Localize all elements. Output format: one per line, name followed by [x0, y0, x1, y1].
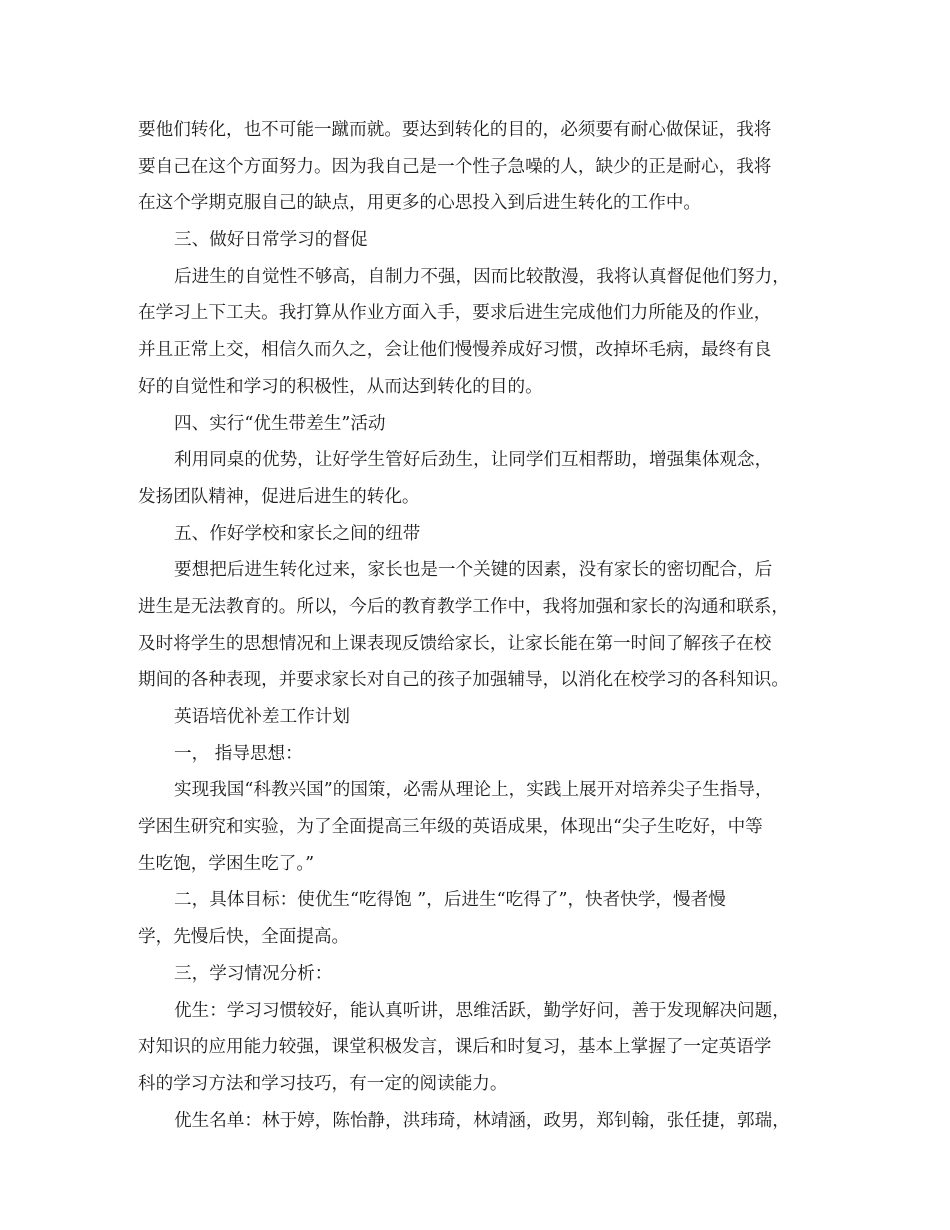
text-line: 对知识的应用能力较强，课堂积极发言，课后和时复习，基本上掌握了一定英语学 [138, 1037, 772, 1058]
text-line: 优生：学习习惯较好，能认真听讲，思维活跃，勤学好问，善于发现解决问题， [174, 1000, 790, 1021]
text-line: 进生是无法教育的。所以，今后的教育教学工作中，我将加强和家长的沟通和联系， [138, 596, 789, 617]
text-line: 英语培优补差工作计划 [174, 707, 350, 727]
text-line: 及时将学生的思想情况和上课表现反馈给家长，让家长能在第一时间了解孩子在校 [138, 633, 772, 654]
text-line: 生吃饱，学困生吃了。” [138, 853, 315, 874]
document-body [138, 112, 828, 1139]
text-line: 四、实行“优生带差生”活动 [174, 413, 386, 434]
text-line: 在学习上下工夫。我打算从作业方面入手，要求后进生完成他们力所能及的作业， [138, 303, 772, 324]
text-line: 实现我国“科教兴国”的国策，必需从理论上，实践上展开对培养尖子生指导， [174, 780, 773, 801]
text-line: 并且正常上交，相信久而久之，会让他们慢慢养成好习惯，改掉坏毛病，最终有良 [138, 340, 772, 361]
text-line: 学，先慢后快，全面提高。 [138, 927, 350, 948]
text-line: 发扬团队精神，促进后进生的转化。 [138, 486, 420, 507]
text-line: 在这个学期克服自己的缺点，用更多的心思投入到后进生转化的工作中。 [138, 193, 702, 214]
text-line: 后进生的自觉性不够高，自制力不强，因而比较散漫，我将认真督促他们努力， [174, 266, 790, 287]
text-line: 期间的各种表现，并要求家长对自己的孩子加强辅导，以消化在校学习的各科知识。 [138, 670, 789, 691]
text-line: 要他们转化，也不可能一蹴而就。要达到转化的目的，必须要有耐心做保证，我将 [138, 120, 772, 140]
text-line: 三、做好日常学习的督促 [174, 230, 368, 251]
text-line: 要自己在这个方面努力。因为我自己是一个性子急噪的人，缺少的正是耐心，我将 [138, 156, 772, 177]
text-line: 要想把后进生转化过来，家长也是一个关键的因素，没有家长的密切配合，后 [174, 560, 773, 581]
text-line: 优生名单：林于婷，陈怡静，洪玮琦，林靖涵，政男，郑钊翰，张任捷，郭瑞， [174, 1110, 790, 1131]
text-line: 二，具体目标：使优生“吃得饱 ”，后进生“吃得了”，快者快学，慢者慢 [174, 890, 726, 911]
text-line: 科的学习方法和学习技巧，有一定的阅读能力。 [138, 1073, 508, 1094]
text-line: 学困生研究和实验，为了全面提高三年级的英语成果，体现出“尖子生吃好，中等 [138, 817, 763, 838]
text-line: 好的自觉性和学习的积极性，从而达到转化的目的。 [138, 376, 543, 397]
text-line: 利用同桌的优势，让好学生管好后劲生，让同学们互相帮助，增强集体观念， [174, 450, 773, 471]
text-line: 三，学习情况分析： [174, 963, 333, 984]
text-line: 五、作好学校和家长之间的纽带 [174, 523, 421, 544]
text-line: 一， 指导思想： [174, 743, 303, 764]
